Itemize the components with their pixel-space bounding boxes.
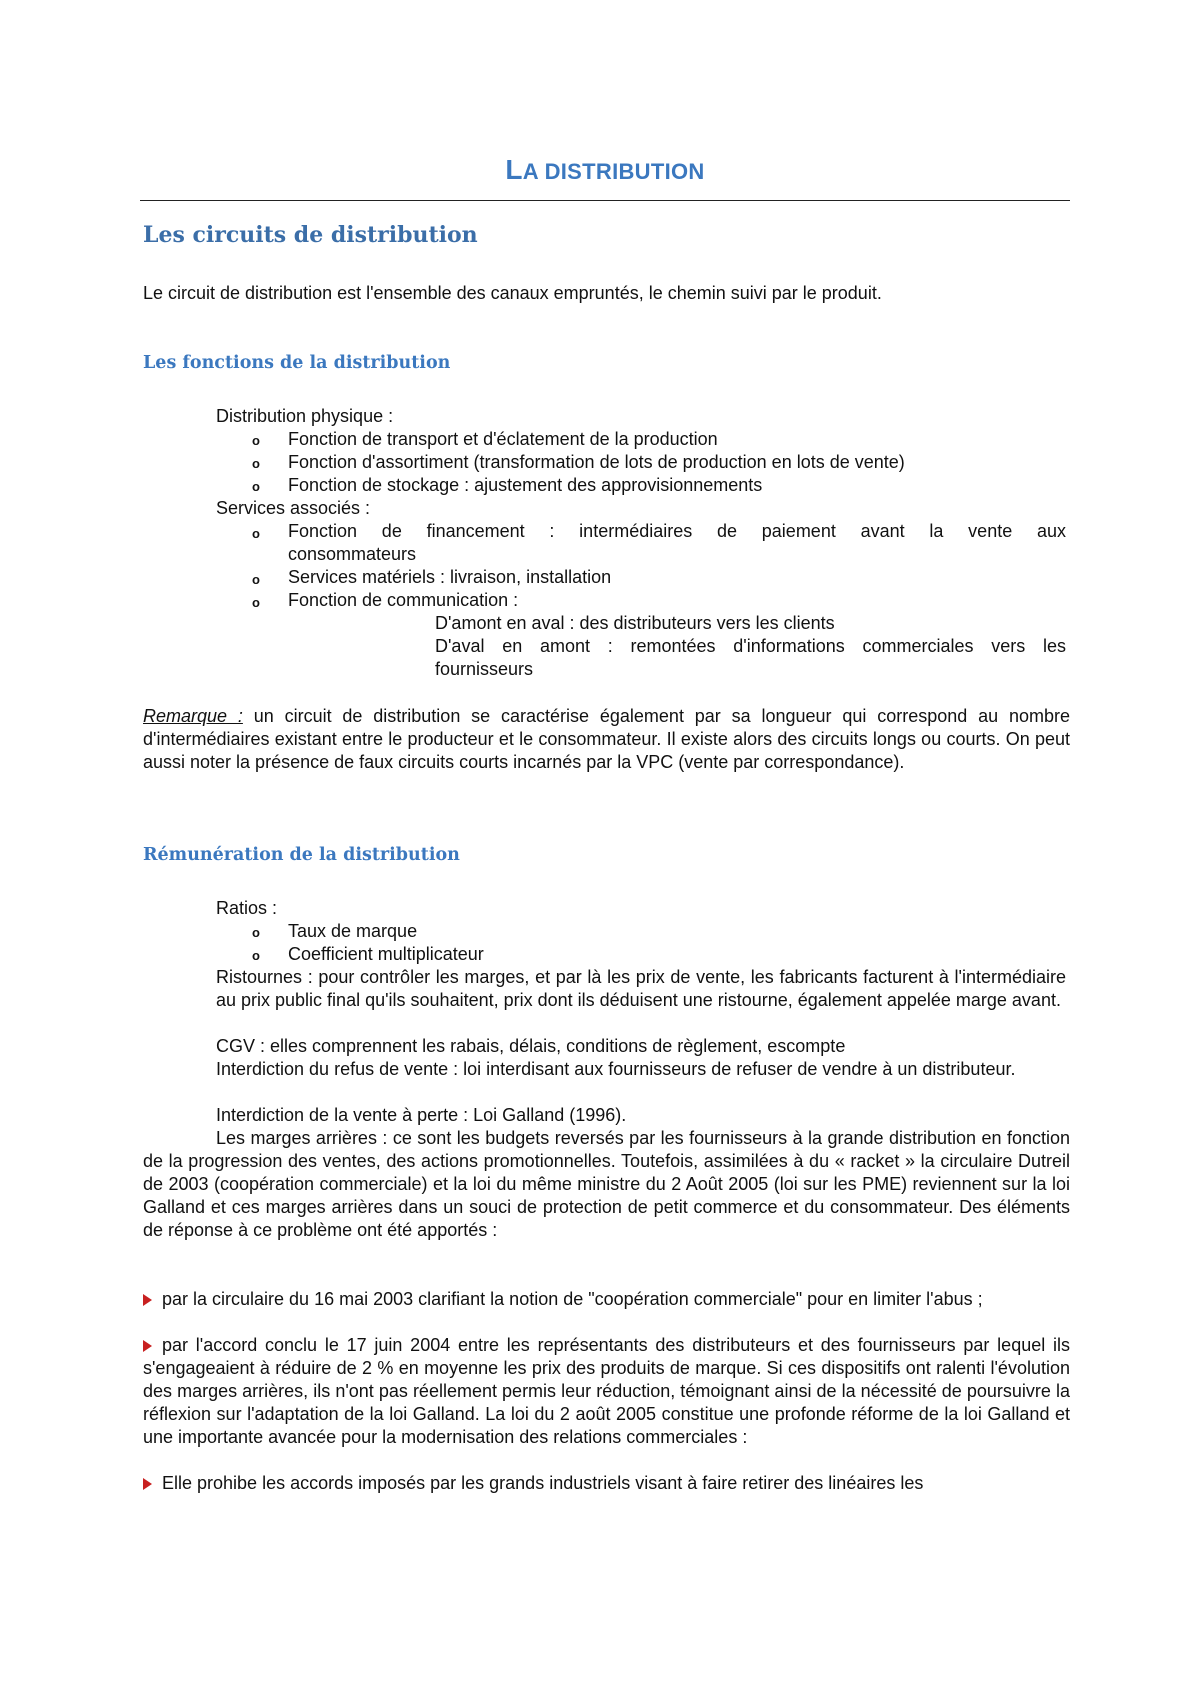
list-item: Fonction de financement : intermédiaires de paiement avant la vente aux [288,521,1066,541]
remarque-label: Remarque : [143,706,243,726]
sub-item-continuation: fournisseurs [435,659,534,679]
arrow-item [143,1472,1070,1495]
arrow-bullet-icon [143,1340,152,1352]
perte-line: Interdiction de la vente à perte : Loi Galland (1996). [216,1105,627,1125]
arrow-item-text: par la circulaire du 16 mai 2003 clarifiant la notion de "coopération commerciale" pour en limiter l'abus ; [162,1289,983,1309]
bullet-icon: o [252,595,260,610]
title-initial: L [505,154,523,185]
heading-circuits: Les circuits de distribution [143,222,478,248]
list-item: Fonction d'assortiment (transformation de lots de production en lots de vente) [288,452,905,472]
label-ratios: Ratios : [216,898,278,918]
intro-paragraph: Le circuit de distribution est l'ensemble des canaux empruntés, le chemin suivi par le produit. [143,283,882,303]
list-item: Services matériels : livraison, installation [288,567,612,587]
title-rule [140,200,1070,201]
bullet-icon: o [252,526,260,541]
remarque-text: un circuit de distribution se caractérise également par sa longueur qui correspond au nombre d'intermédiaires existant entre le producteur et le consommateur. Il existe alors des circuits longs ou courts. On peut aussi noter la présence de faux circuits courts incarnés par la VPC (vente par correspondance). [143,706,1071,772]
bullet-icon: o [252,925,260,940]
list-item: Coefficient multiplicateur [288,944,484,964]
list-item-continuation: consommateurs [288,544,417,564]
title-rest: A DISTRIBUTION [522,159,705,184]
arrow-item [143,1334,1070,1449]
arrow-item [143,1288,1070,1311]
bullet-icon: o [252,948,260,963]
arrow-item-text: par l'accord conclu le 17 juin 2004 entre les représentants des distributeurs et des fournisseurs par lequel ils s'engageaient à réduire de 2 % en moyenne les prix des produits de marque. Si ces dispositifs ont ralenti l'évolution des marges arrières, ils n'ont pas réellement permis leur réduction, témoignant ainsi de la nécessité de poursuivre la réflexion sur l'adaptation de la loi Galland. La loi du 2 août 2005 constitue une profonde réforme de la loi Galland et une importante avancée pour la modernisation des relations commerciales : [143,1335,1070,1447]
list-item: Taux de marque [288,921,418,941]
page-title [140,154,1070,185]
bullet-icon: o [252,479,260,494]
marges-paragraph: Les marges arrières : ce sont les budgets reversés par les fournisseurs à la grande distribution en fonction de la progression des ventes, des actions promotionnelles. Toutefois, assimilées à du « racket » la circulaire Dutreil de 2003 (coopération commerciale) et la loi du même ministre du 2 Août 2005 (loi sur les PME) reviennent sur la loi Galland et ces marges arrières dans un souci de protection de petit commerce et du consommateur. Des éléments de réponse à ce problème ont été apportés : [143,1128,1070,1240]
list-item: Fonction de communication : [288,590,519,610]
bullet-icon: o [252,572,260,587]
sub-item: D'amont en aval : des distributeurs vers les clients [435,613,835,633]
arrow-bullet-icon [143,1294,152,1306]
label-services-associes: Services associés : [216,498,371,518]
arrow-item-text: Elle prohibe les accords imposés par les grands industriels visant à faire retirer des linéaires les [162,1473,924,1493]
list-item: Fonction de stockage : ajustement des approvisionnements [288,475,763,495]
sub-item: D'aval en amont : remontées d'informations commerciales vers les [435,636,1066,656]
refus-paragraph: Interdiction du refus de vente : loi interdisant aux fournisseurs de refuser de vendre à un distributeur. [216,1059,1016,1079]
cgv-line: CGV : elles comprennent les rabais, délais, conditions de règlement, escompte [216,1036,846,1056]
bullet-icon: o [252,456,260,471]
label-distribution-physique: Distribution physique : [216,406,394,426]
ristournes-paragraph: Ristournes : pour contrôler les marges, et par là les prix de vente, les fabricants facturent à l'intermédiaire au prix public final qu'ils souhaitent, prix dont ils déduisent une ristourne, également appelée marge avant. [216,967,1066,1010]
list-item: Fonction de transport et d'éclatement de la production [288,429,718,449]
heading-fonctions: Les fonctions de la distribution [143,353,451,373]
bullet-icon: o [252,433,260,448]
remarque-paragraph [143,705,1070,774]
arrow-bullet-icon [143,1478,152,1490]
heading-remuneration: Rémunération de la distribution [143,845,460,865]
